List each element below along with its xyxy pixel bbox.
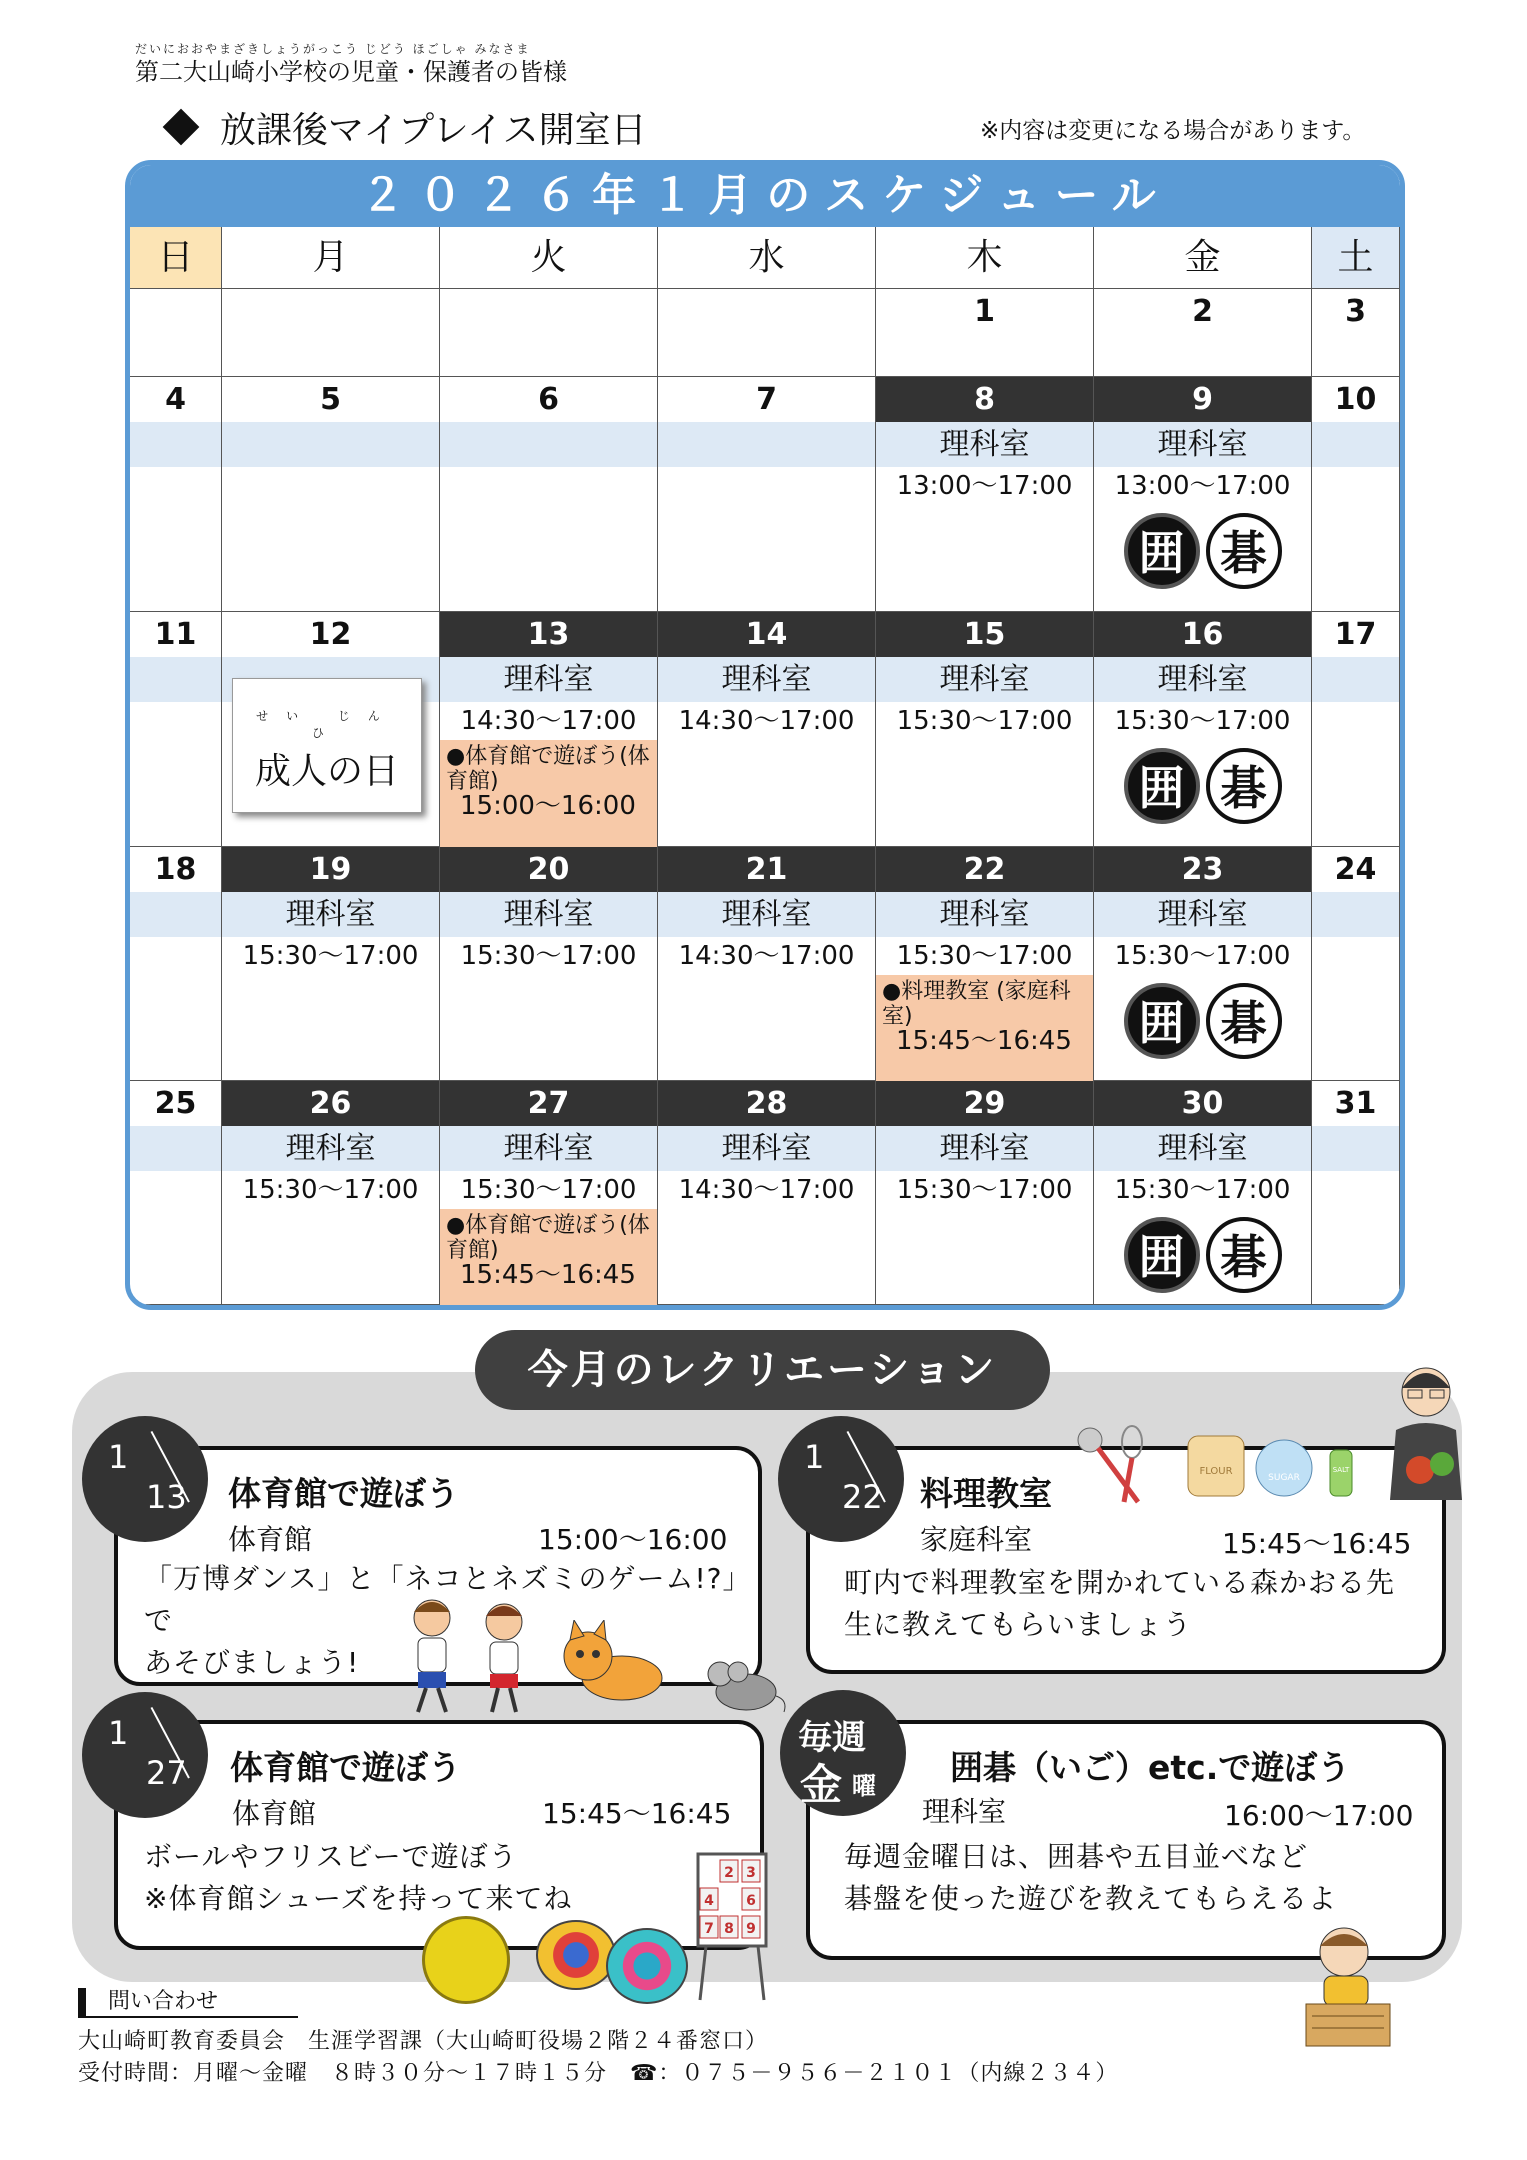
- empty-band: [130, 1126, 221, 1171]
- day-cell-28: [658, 1081, 876, 1305]
- day-number: [222, 289, 439, 334]
- desc-line-2: あそびましょう!: [144, 1646, 360, 1679]
- day-number: 25: [154, 1086, 197, 1121]
- day-cell-5: [222, 377, 440, 612]
- day-number: 31: [1334, 1086, 1377, 1121]
- open-time: 15:30～17:00: [460, 1175, 637, 1205]
- room-label: 理科室: [721, 662, 812, 697]
- room-band: [440, 657, 657, 702]
- board-num-7: 7: [704, 1921, 714, 1937]
- day-number: 30: [1094, 1081, 1311, 1126]
- open-time: 14:30～17:00: [678, 941, 855, 971]
- badge-day: 22: [842, 1478, 883, 1516]
- day-cell-30: [1094, 1081, 1312, 1305]
- day-number: 7: [756, 382, 777, 417]
- event-box: [876, 975, 1093, 1081]
- holiday-ruby: せい じん ひ: [256, 709, 398, 740]
- day-cell-6: [440, 377, 658, 612]
- desc-line-1: 毎週金曜日は、囲碁や五目並べなど: [844, 1840, 1309, 1873]
- day-number: 15: [876, 612, 1093, 657]
- event-box: [440, 740, 657, 847]
- rec-card-time: 15:45～16:45: [542, 1797, 732, 1830]
- open-time: 15:30～17:00: [242, 941, 419, 971]
- empty-band: [1312, 892, 1399, 937]
- room-band: [876, 422, 1093, 467]
- open-time: 15:30～17:00: [242, 1175, 419, 1205]
- weekday-header: 日: [130, 227, 222, 289]
- day-cell-26: [222, 1081, 440, 1305]
- room-band: [1094, 892, 1311, 937]
- day-cell-22: [876, 847, 1094, 1081]
- board-num-9: 9: [746, 1921, 756, 1937]
- room-label: 理科室: [939, 897, 1030, 932]
- day-cell-25: [130, 1081, 222, 1305]
- day-cell-23: [1094, 847, 1312, 1081]
- page-title: [168, 102, 647, 153]
- flour-label: FLOUR: [1199, 1466, 1233, 1477]
- day-number: 18: [154, 852, 197, 887]
- rec-card-place: 家庭科室: [920, 1523, 1033, 1556]
- day-number: 21: [658, 847, 875, 892]
- open-time: 15:30～17:00: [1114, 941, 1291, 971]
- board-num-4: 4: [704, 1893, 714, 1909]
- event-title: ●料理教室 (家庭科室): [882, 979, 1071, 1029]
- rec-card-title: 体育館で遊ぼう: [230, 1748, 461, 1787]
- badge-month: 1: [804, 1438, 825, 1476]
- room-label: 理科室: [721, 1131, 812, 1166]
- empty-band: [1312, 422, 1399, 467]
- day-number: 23: [1094, 847, 1311, 892]
- desc-line-1: ボールやフリスビーで遊ぼう: [144, 1840, 518, 1873]
- empty-band: [1312, 657, 1399, 702]
- room-label: 理科室: [939, 427, 1030, 462]
- day-number: 16: [1094, 612, 1311, 657]
- date-badge-1-13: [82, 1416, 208, 1542]
- day-number: 20: [440, 847, 657, 892]
- day-cell-empty: [222, 289, 440, 377]
- child-playing-go-illustration: [1300, 1920, 1396, 2054]
- weekday-header: 火: [440, 227, 658, 289]
- day-cell-1: [876, 289, 1094, 377]
- holiday-name: 成人の日: [254, 751, 399, 792]
- date-badge-1-22: [778, 1416, 904, 1542]
- room-band: [876, 1126, 1093, 1171]
- rec-card-description: [844, 1562, 1395, 1646]
- room-band: [658, 1126, 875, 1171]
- rec-card-place: 理科室: [922, 1795, 1007, 1828]
- badge-day-suffix: 曜: [852, 1772, 876, 1800]
- badge-day: 27: [146, 1754, 187, 1792]
- badge-weekly: 毎週: [798, 1718, 866, 1758]
- day-cell-empty: [130, 289, 222, 377]
- day-cell-19: [222, 847, 440, 1081]
- igo-stones: [1094, 1217, 1311, 1293]
- day-cell-15: [876, 612, 1094, 847]
- empty-band: [130, 657, 221, 702]
- desc-line-2: 碁盤を使った遊びを教えてもらえるよ: [844, 1882, 1338, 1915]
- badge-month: 1: [108, 1438, 129, 1476]
- day-number: 1: [974, 294, 995, 329]
- day-cell-7: [658, 377, 876, 612]
- weekly-friday-badge: [780, 1690, 906, 1816]
- room-band: [1094, 422, 1311, 467]
- room-band: [876, 657, 1093, 702]
- header-addressee: 第二大山崎小学校の児童・保護者の皆様: [135, 58, 567, 86]
- desc-line-1: 「万博ダンス」と「ネコとネズミのゲーム!?」で: [144, 1562, 752, 1637]
- day-cell-empty: [440, 289, 658, 377]
- desc-line-1: 町内で料理教室を開かれている森かおる先: [844, 1566, 1396, 1599]
- open-time: 14:30～17:00: [678, 706, 855, 736]
- black-stone-icon: 囲: [1124, 513, 1200, 589]
- badge-friday: 金: [800, 1760, 843, 1809]
- rec-card-place: 体育館: [228, 1523, 313, 1556]
- room-label: 理科室: [503, 897, 594, 932]
- day-cell-27: [440, 1081, 658, 1305]
- room-label: 理科室: [939, 662, 1030, 697]
- event-title: ●体育館で遊ぼう(体育館): [446, 744, 650, 794]
- sugar-label: SUGAR: [1268, 1473, 1300, 1483]
- open-time: 13:00～17:00: [1114, 471, 1291, 501]
- room-label: 理科室: [1157, 662, 1248, 697]
- desc-line-2: ※体育館シューズを持って来てね: [144, 1882, 573, 1915]
- day-number: 4: [165, 382, 186, 417]
- empty-band: [658, 422, 875, 467]
- contact-office: 大山崎町教育委員会 生涯学習課（大山崎町役場２階２４番窓口）: [78, 2029, 769, 2054]
- board-num-3: 3: [746, 1865, 756, 1881]
- room-label: 理科室: [1157, 427, 1248, 462]
- day-number: 2: [1192, 294, 1213, 329]
- day-cell-3: [1312, 289, 1400, 377]
- open-time: 14:30～17:00: [678, 1175, 855, 1205]
- day-cell-24: [1312, 847, 1400, 1081]
- white-stone-icon: 碁: [1206, 513, 1282, 589]
- open-time: 15:30～17:00: [896, 706, 1073, 736]
- day-number: 13: [440, 612, 657, 657]
- rec-card-title: 料理教室: [920, 1474, 1052, 1513]
- room-band: [658, 657, 875, 702]
- day-cell-10: [1312, 377, 1400, 612]
- day-cell-13: [440, 612, 658, 847]
- event-box: [440, 1209, 657, 1305]
- event-time: 15:45～16:45: [460, 1260, 636, 1290]
- room-band: [658, 892, 875, 937]
- day-number: 27: [440, 1081, 657, 1126]
- black-stone-icon: 囲: [1124, 748, 1200, 824]
- board-num-2: 2: [724, 1865, 734, 1881]
- holiday-card: [232, 678, 422, 813]
- day-number: 19: [222, 847, 439, 892]
- day-cell-8: [876, 377, 1094, 612]
- white-stone-icon: 碁: [1206, 983, 1282, 1059]
- desc-line-2: 生に教えてもらいましょう: [844, 1608, 1193, 1641]
- day-number: [130, 289, 221, 334]
- header-ruby: だいにおおやまざきしょうがっこう じどう ほごしゃ みなさま: [135, 42, 531, 56]
- day-number: 22: [876, 847, 1093, 892]
- rec-card-place: 体育館: [232, 1797, 317, 1830]
- yellow-ball-illustration: [422, 1916, 510, 2004]
- rec-card-time: 15:00～16:00: [538, 1523, 728, 1556]
- empty-band: [130, 422, 221, 467]
- rec-card-time: 16:00～17:00: [1224, 1799, 1414, 1832]
- room-label: 理科室: [503, 1131, 594, 1166]
- empty-band: [1312, 1126, 1399, 1171]
- open-time: 14:30～17:00: [460, 706, 637, 736]
- page-title-text: 放課後マイプレイス開室日: [220, 110, 647, 151]
- day-cell-9: [1094, 377, 1312, 612]
- room-label: 理科室: [503, 662, 594, 697]
- event-time: 15:45～16:45: [896, 1026, 1072, 1056]
- open-time: 15:30～17:00: [460, 941, 637, 971]
- rec-card-gym-27: [114, 1720, 764, 1950]
- rec-card-title: 囲碁（いご）etc.で遊ぼう: [950, 1748, 1351, 1787]
- day-cell-14: [658, 612, 876, 847]
- day-number: 17: [1334, 617, 1377, 652]
- weekday-header: 金: [1094, 227, 1312, 289]
- weekday-header: 土: [1312, 227, 1400, 289]
- day-cell-31: [1312, 1081, 1400, 1305]
- room-band: [440, 892, 657, 937]
- contact-label: 問い合わせ: [78, 1988, 298, 2018]
- room-label: 理科室: [285, 1131, 376, 1166]
- weekday-header: 月: [222, 227, 440, 289]
- room-label: 理科室: [721, 897, 812, 932]
- day-number: 24: [1334, 852, 1377, 887]
- day-cell-29: [876, 1081, 1094, 1305]
- day-number: 6: [538, 382, 559, 417]
- open-time: 15:30～17:00: [896, 941, 1073, 971]
- day-number: 12: [309, 617, 352, 652]
- rec-card-description: [144, 1836, 573, 1920]
- room-band: [1094, 657, 1311, 702]
- number-board-illustration: [696, 1852, 768, 2006]
- day-number: 8: [876, 377, 1093, 422]
- day-number: 3: [1345, 294, 1366, 329]
- igo-stones: [1094, 748, 1311, 824]
- open-time: 15:30～17:00: [1114, 706, 1291, 736]
- day-number: 5: [320, 382, 341, 417]
- day-cell-17: [1312, 612, 1400, 847]
- frisbee-illustration: [536, 1920, 616, 1990]
- day-cell-18: [130, 847, 222, 1081]
- room-band: [222, 892, 439, 937]
- diamond-icon: [163, 109, 200, 146]
- open-time: 13:00～17:00: [896, 471, 1073, 501]
- change-note: ※内容は変更になる場合があります。: [980, 118, 1366, 144]
- room-label: 理科室: [1157, 897, 1248, 932]
- day-number: 10: [1334, 382, 1377, 417]
- day-cell-21: [658, 847, 876, 1081]
- empty-band: [440, 422, 657, 467]
- date-badge-1-27: [82, 1692, 208, 1818]
- cooking-utensils-illustration: [1068, 1418, 1398, 1512]
- rec-card-title: 体育館で遊ぼう: [228, 1474, 459, 1513]
- room-band: [1094, 1126, 1311, 1171]
- calendar-title: ２０２６年１月のスケジュール: [130, 165, 1400, 227]
- room-band: [222, 1126, 439, 1171]
- day-number: 26: [222, 1081, 439, 1126]
- event-time: 15:00～16:00: [460, 791, 636, 821]
- room-band: [440, 1126, 657, 1171]
- weekday-header: 木: [876, 227, 1094, 289]
- day-cell-4: [130, 377, 222, 612]
- igo-stones: [1094, 983, 1311, 1059]
- open-time: 15:30～17:00: [1114, 1175, 1291, 1205]
- board-num-8: 8: [724, 1921, 734, 1937]
- salt-label: SALT: [1332, 1466, 1350, 1474]
- day-cell-2: [1094, 289, 1312, 377]
- cat-illustration: [552, 1620, 672, 1714]
- badge-day: 13: [146, 1478, 187, 1516]
- black-stone-icon: 囲: [1124, 1217, 1200, 1293]
- empty-band: [222, 422, 439, 467]
- event-title: ●体育館で遊ぼう(体育館): [446, 1213, 650, 1263]
- day-number: 14: [658, 612, 875, 657]
- weekday-header: 水: [658, 227, 876, 289]
- contact-hours-phone: 受付時間：月曜～金曜 ８時３０分～１７時１５分 ☎：０７５－９５６－２１０１（内線２３４）: [78, 2061, 1119, 2086]
- recreation-title: 今月のレクリエーション: [475, 1330, 1050, 1410]
- day-cell-empty: [658, 289, 876, 377]
- rec-card-description: [844, 1836, 1337, 1920]
- day-number: [440, 289, 657, 334]
- white-stone-icon: 碁: [1206, 748, 1282, 824]
- day-number: [658, 289, 875, 334]
- room-label: 理科室: [285, 897, 376, 932]
- black-stone-icon: 囲: [1124, 983, 1200, 1059]
- day-number: 11: [154, 617, 197, 652]
- day-number: 29: [876, 1081, 1093, 1126]
- white-stone-icon: 碁: [1206, 1217, 1282, 1293]
- day-cell-20: [440, 847, 658, 1081]
- room-label: 理科室: [1157, 1131, 1248, 1166]
- day-cell-16: [1094, 612, 1312, 847]
- frisbee-illustration-2: [606, 1928, 688, 2004]
- empty-band: [130, 892, 221, 937]
- badge-month: 1: [108, 1714, 129, 1752]
- day-number: 9: [1094, 377, 1311, 422]
- open-time: 15:30～17:00: [896, 1175, 1073, 1205]
- day-cell-11: [130, 612, 222, 847]
- board-num-6: 6: [746, 1893, 756, 1909]
- rec-card-time: 15:45～16:45: [1222, 1527, 1412, 1560]
- mouse-illustration: [690, 1656, 790, 1720]
- chef-portrait-illustration: [1380, 1360, 1470, 1504]
- room-label: 理科室: [939, 1131, 1030, 1166]
- igo-stones: [1094, 513, 1311, 589]
- day-number: 28: [658, 1081, 875, 1126]
- room-band: [876, 892, 1093, 937]
